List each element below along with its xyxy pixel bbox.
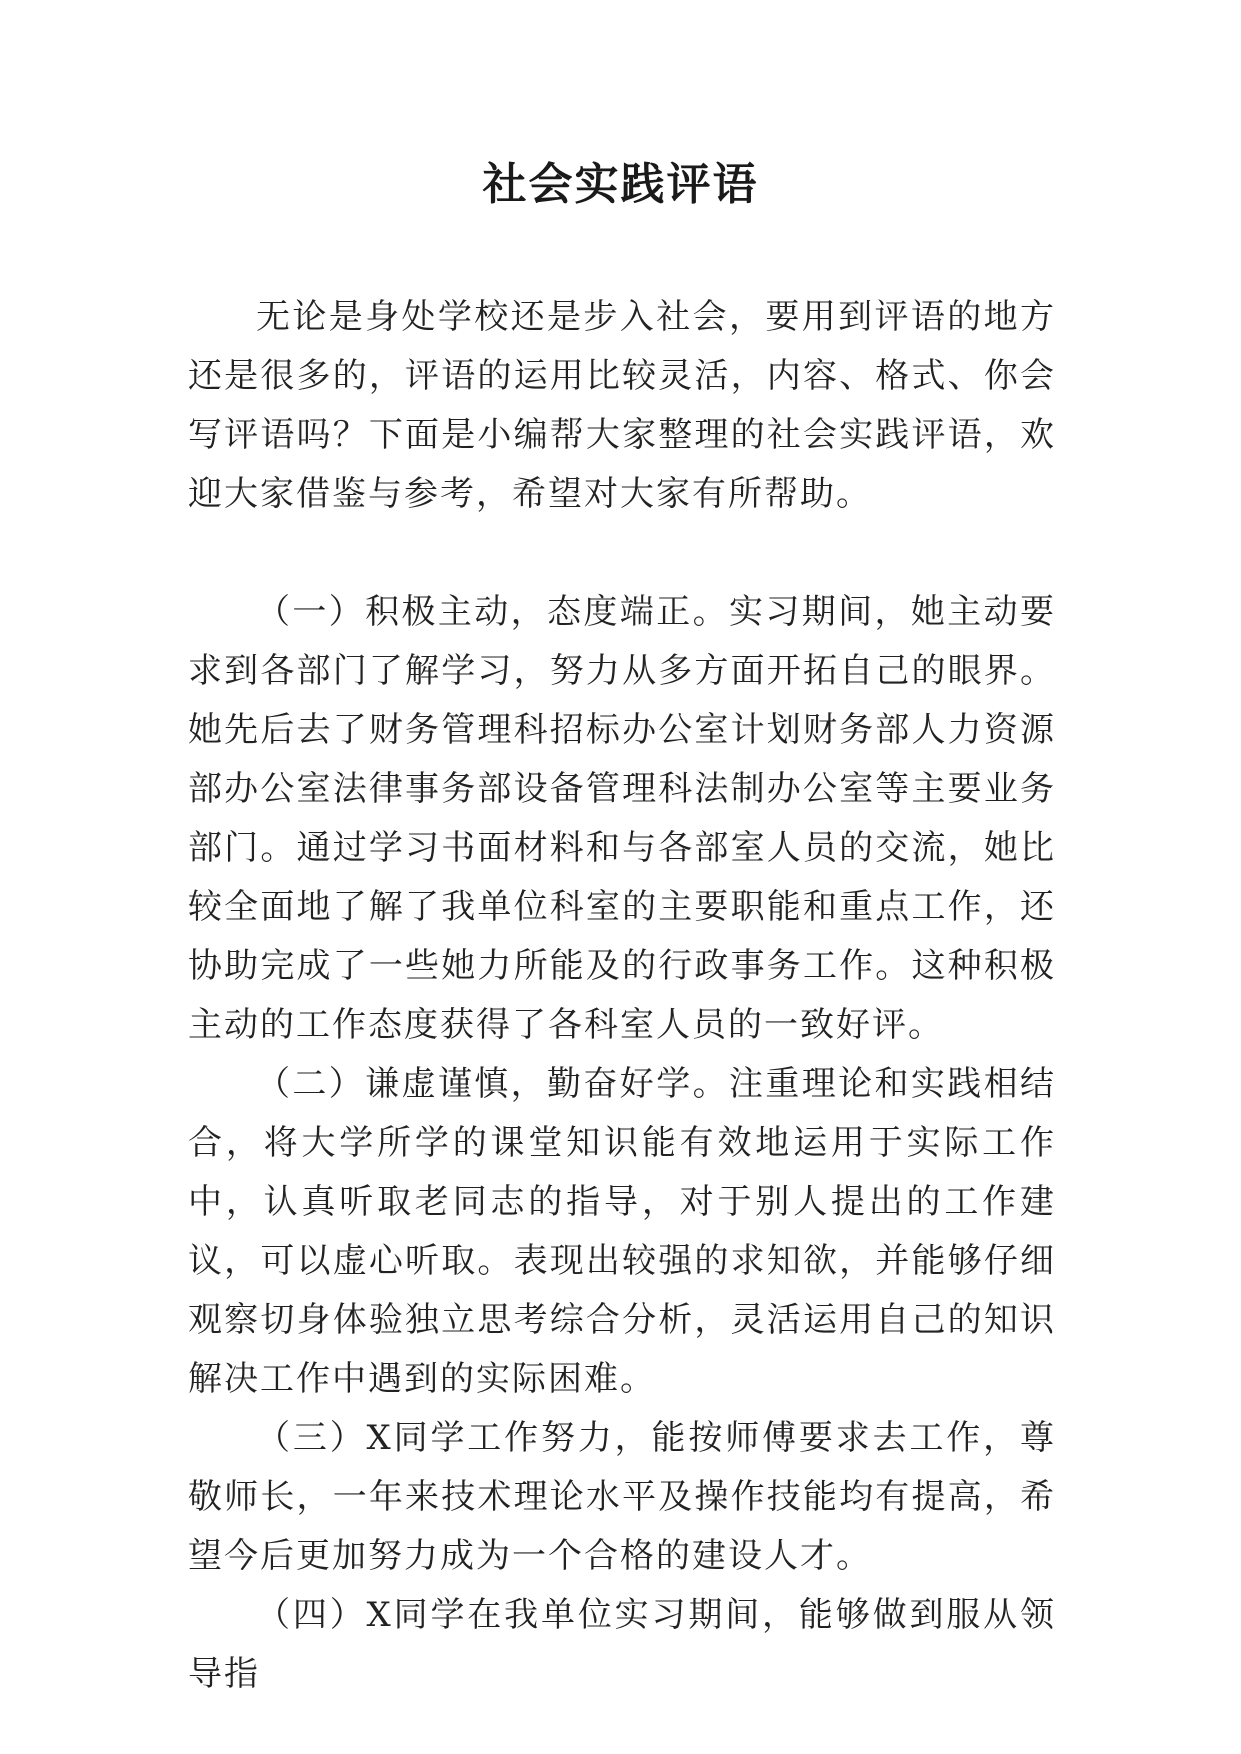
- comment-paragraph-3: （三）X同学工作努力，能按师傅要求去工作，尊敬师长，一年来技术理论水平及操作技能均有提高，希望今后更加努力成为一个合格的建设人才。: [188, 1418, 1056, 1576]
- comment-paragraph-1: （一）积极主动，态度端正。实习期间，她主动要求到各部门了解学习，努力从多方面开拓自己的眼界。她先后去了财务管理科招标办公室计划财务部人力资源部办公室法律事务部设备管理科法制办公室等主要业务部门。通过学习书面材料和与各部室人员的交流，她比较全面地了解了我单位科室的主要职能和重点工作，还协助完成了一些她力所能及的行政事务工作。这种积极主动的工作态度获得了各科室人员的一致好评。: [188, 592, 1056, 1045]
- document-title: 社会实践评语: [482, 159, 759, 210]
- comment-paragraph-2: （二）谦虚谨慎，勤奋好学。注重理论和实践相结合，将大学所学的课堂知识能有效地运用于实际工作中，认真听取老同志的指导，对于别人提出的工作建议，可以虚心听取。表现出较强的求知欲，并能够仔细观察切身体验独立思考综合分析，灵活运用自己的知识解决工作中遇到的实际困难。: [188, 1064, 1056, 1399]
- comment-paragraph-4: （四）X同学在我单位实习期间，能够做到服从领导指: [188, 1595, 1056, 1694]
- document-body: [188, 288, 1056, 1704]
- intro-paragraph: 无论是身处学校还是步入社会，要用到评语的地方还是很多的，评语的运用比较灵活，内容、格式、你会写评语吗？下面是小编帮大家整理的社会实践评语，欢迎大家借鉴与参考，希望对大家有所帮助。: [188, 297, 1056, 514]
